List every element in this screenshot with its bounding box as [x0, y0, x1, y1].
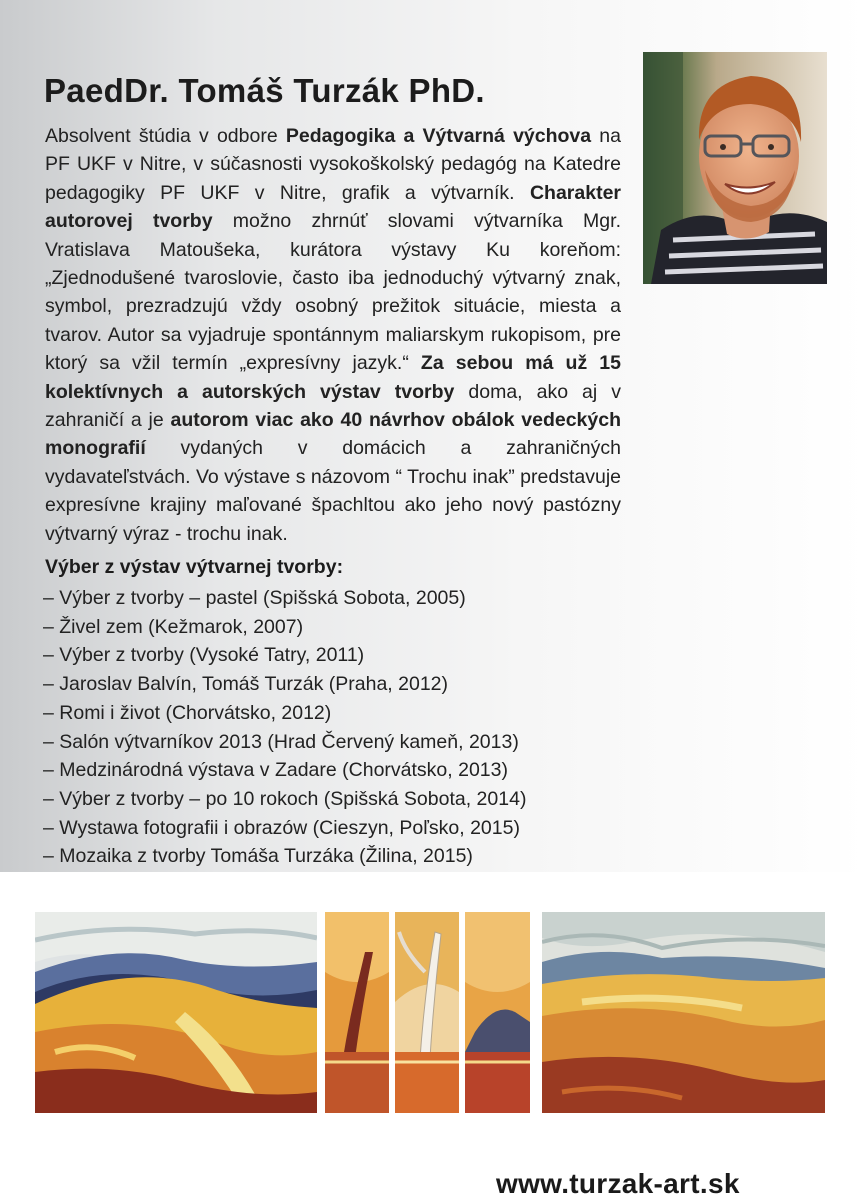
- painting-landscape-hills: [35, 912, 317, 1113]
- bio-highlight: autorom viac ako 40 návrhov obálok vedeckých monografií: [45, 409, 622, 460]
- painting-triptych-trees: [325, 912, 530, 1113]
- exhibition-item: – Výber z tvorby (Vysoké Tatry, 2011): [43, 644, 365, 667]
- exhibition-item: – Mozaika z tvorby Tomáša Turzáka (Žilina, 2015): [43, 845, 473, 868]
- exhibition-item: – Medzinárodná výstava v Zadare (Chorvátsko, 2013): [43, 759, 508, 782]
- exhibitions-heading: Výber z výstav výtvarnej tvorby:: [45, 556, 344, 578]
- bio-text: na PF UKF v Nitre, v súčasnosti vysokoškolský pedagóg na Katedre pedagogiky PF UKF v Nitre, grafik a výtvarník.: [45, 125, 621, 204]
- exhibition-item: – Jaroslav Balvín, Tomáš Turzák (Praha, 2012): [43, 673, 448, 696]
- bio-text: doma, ako aj v zahraničí a je: [45, 380, 621, 432]
- exhibition-item: – Živel zem (Kežmarok, 2007): [43, 615, 304, 638]
- exhibition-item: – Romi i život (Chorvátsko, 2012): [43, 701, 332, 724]
- exhibition-item: – Salón výtvarníkov 2013 (Hrad Červený kameň, 2013): [43, 730, 519, 753]
- exhibition-item: – Wystawa fotografii i obrazów (Cieszyn, Poľsko, 2015): [43, 816, 520, 839]
- exhibition-item: – Výber z tvorby – po 10 rokoch (Spišská Sobota, 2014): [43, 787, 527, 810]
- bio-highlight: Pedagogika a Výtvarná výchova: [285, 125, 592, 147]
- exhibitions-list: [43, 584, 526, 871]
- exhibition-item: – Výber z tvorby – pastel (Spišská Sobota, 2005): [43, 587, 466, 609]
- bio-highlight: Za sebou má už 15 kolektívnych a autorských výstav tvorby: [45, 352, 621, 403]
- bio-text: možno zhrnúť slovami výtvarníka Mgr. Vratislava Matoušeka, kurátora výstavy Ku koreňom: „Zjednodušené tvaroslovie, často iba jednoduchý výtvarný znak, symbol, prezradzujú vždy osobný prežitok situácie, miesta a tvarov. Autor sa vyjadruje spontánnym maliarskym rukopisom, pre ktorý sa vžil termín „expresívny jazyk.“: [45, 210, 621, 375]
- bio-highlight: Charakter autorovej tvorby: [45, 181, 621, 233]
- painting-landscape-fields: [542, 912, 825, 1113]
- author-name-title: PaedDr. Tomáš Turzák PhD.: [44, 72, 485, 109]
- author-portrait-photo: [643, 52, 827, 284]
- author-biography: [45, 122, 621, 548]
- bio-text: Absolvent štúdia v odbore: [45, 125, 286, 147]
- bio-text: vydaných v domácich a zahraničných vydavateľstvách. Vo výstave s názovom “ Trochu inak” predstavuje expresívne krajiny maľované špachltou ako jeho nový pastózny výtvarný výraz - trochu inak.: [45, 437, 621, 545]
- website-url[interactable]: www.turzak-art.sk: [496, 1168, 740, 1199]
